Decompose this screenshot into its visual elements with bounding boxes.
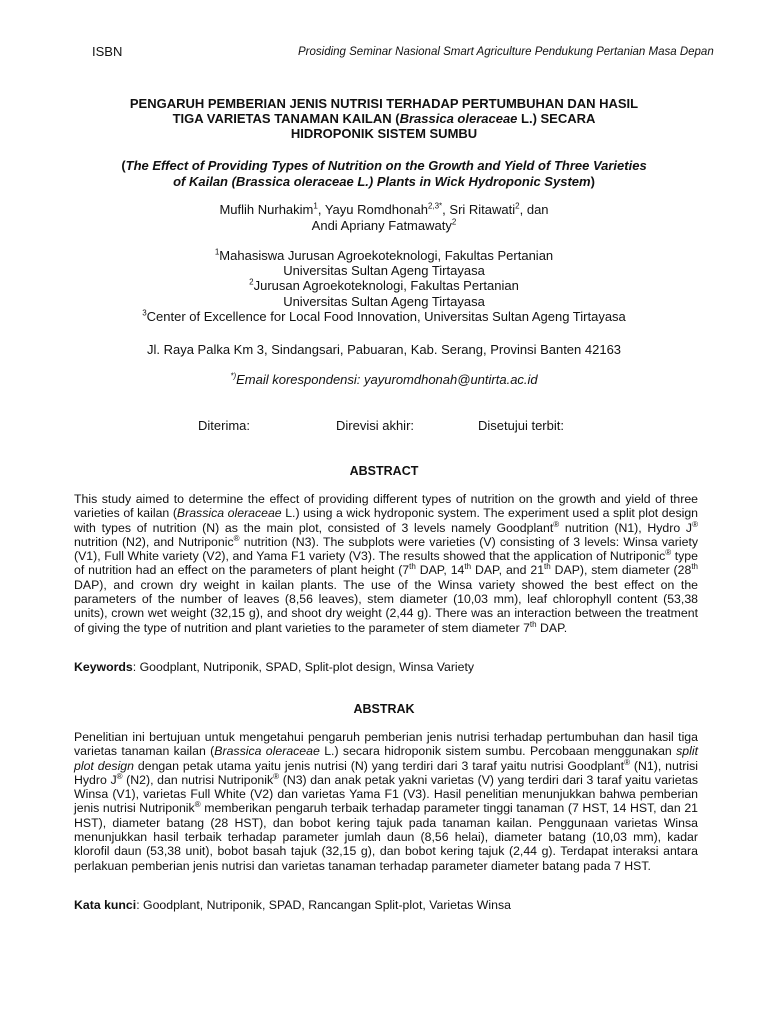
- ordinal-th: th: [464, 562, 472, 572]
- authors-line-2: [40, 218, 728, 234]
- author-sup: 2: [515, 201, 520, 211]
- author-sep: ,: [317, 202, 325, 217]
- author-name: Muflih Nurhakim: [219, 202, 314, 217]
- affiliation-3: [40, 309, 728, 324]
- running-header: [92, 44, 728, 66]
- author-sep: ,: [442, 202, 450, 217]
- title-species: Brassica oleraceae: [399, 111, 518, 126]
- author-sup: 1: [313, 201, 318, 211]
- abstract-text: nutrition (N1), Hydro J: [559, 520, 693, 535]
- author-sup: 2: [451, 217, 457, 227]
- abstract-heading: ABSTRACT: [349, 464, 419, 478]
- received-label: Diterima:: [198, 418, 251, 433]
- registered-mark: ®: [692, 519, 698, 529]
- abstract-text: L.) using a wick hydroponic system. The experiment used a split plot design with types of nutrition (N) as the main plot, consisted of 3 levels namely Goodplant: [74, 506, 698, 535]
- registered-mark: ®: [624, 757, 631, 767]
- english-title: [60, 158, 708, 190]
- title-text: TIGA VARIETAS TANAMAN KAILAN (: [172, 111, 400, 126]
- email-line: [40, 372, 728, 388]
- english-title-text: of Kailan (Brassica oleraceae L.) Plants in Wick Hydroponic System: [173, 174, 591, 189]
- authors-line-1: [40, 202, 728, 218]
- authors: [40, 202, 728, 234]
- abstrak-text: (N1), nutrisi Hydro J: [74, 758, 698, 787]
- isbn-label: ISBN: [92, 44, 123, 59]
- title-line-3: HIDROPONIK SISTEM SUMBU: [290, 126, 478, 141]
- affiliation-2-univ: Universitas Sultan Ageng Tirtayasa: [283, 293, 485, 309]
- species-name: Brassica oleraceae: [176, 506, 282, 521]
- abstract-text: DAP.: [536, 620, 568, 635]
- abstrak-text: L.) secara hidroponik sistem sumbu. Percobaan menggunakan: [319, 744, 677, 759]
- abstrak-text: (N3) dan anak petak yakni varietas (V) yang terdiri dari 3 taraf yaitu varietas Winsa (V1), varietas Full White (V2) dan varietas Yama F1 (V3). Hasil penelitian menunjukkan bahwa pemberian jenis nutrisi Nutriponik: [74, 772, 698, 816]
- registered-mark: ®: [116, 771, 123, 781]
- email-text: Email korespondensi: yayuromdhonah@untirta.ac.id: [236, 372, 538, 387]
- abstract-text: This study aimed to determine the effect of providing different types of nutrition on the growth and yield of three varieties of kailan (: [74, 492, 698, 521]
- author-name: Yayu Romdhonah: [324, 202, 428, 217]
- proceedings-title: Prosiding Seminar Nasional Smart Agriculture Pendukung Pertanian Masa Depan: [298, 46, 714, 58]
- registered-mark: ®: [553, 519, 560, 529]
- aff-text: Jurusan Agroekoteknologi, Fakultas Pertanian: [253, 278, 519, 294]
- keywords-label: Keywords: [74, 660, 133, 674]
- published-label: Disetujui terbit:: [478, 418, 564, 433]
- keywords: [74, 660, 698, 674]
- abstrak-heading: ABSTRAK: [353, 702, 415, 716]
- address: Jl. Raya Palka Km 3, Sindangsari, Pabuaran, Kab. Serang, Provinsi Banten 42163: [146, 342, 622, 357]
- registered-mark: ®: [273, 771, 280, 781]
- kata-kunci-label: Kata kunci: [74, 898, 137, 912]
- aff-sup: 2: [249, 278, 254, 288]
- author-name: Andi Apriany Fatmawaty: [311, 218, 452, 233]
- affiliation-1-univ: Universitas Sultan Ageng Tirtayasa: [283, 263, 485, 279]
- abstrak-text: dengan petak utama yaitu jenis nutrisi (N) yang terdiri dari 3 taraf yaitu nutrisi Goodplant: [133, 758, 625, 773]
- aff-text: Mahasiswa Jurusan Agroekoteknologi, Fakultas Pertanian: [219, 248, 554, 263]
- abstract-text: DAP), and crown dry weight in kailan plants. The use of the Winsa variety showed the best effect on the parameters of the number of leaves (8,56 leaves), stem diameter (10,03 mm), leaf chlorophyll content (53,38 units), crown wet weight (32,15 g), and shoot dry weight (2,44 g). There was an interaction between the treatment of giving the type of nutrition and plant varieties to the parameter of stem diameter 7: [74, 577, 698, 635]
- abstrak-text: Penelitian ini bertujuan untuk mengetahui pengaruh pemberian jenis nutrisi terhadap pertumbuhan dan hasil tiga varietas tanaman kailan (: [74, 730, 698, 759]
- email-sup: *): [230, 371, 237, 381]
- ordinal-th: th: [409, 562, 416, 572]
- english-title-line-1: (The Effect of Providing Types of Nutrition on the Growth and Yield of Three Varieties: [121, 158, 647, 173]
- aff-text: Center of Excellence for Local Food Innovation, Universitas Sultan Ageng Tirtayasa: [146, 308, 626, 324]
- registered-mark: ®: [233, 533, 240, 543]
- english-title-line-2: of Kailan (Brassica oleraceae L.) Plants in Wick Hydroponic System): [173, 174, 595, 189]
- abstract-text: nutrition (N2), and Nutriponic: [74, 534, 234, 549]
- title-text: L.) SECARA: [517, 111, 596, 126]
- registered-mark: ®: [665, 548, 672, 558]
- kata-kunci: [74, 898, 698, 912]
- species-name: Brassica oleraceae: [214, 744, 320, 759]
- author-sup: 2,3*: [427, 201, 443, 211]
- author-name: Sri Ritawati: [449, 202, 516, 217]
- ordinal-th: th: [544, 562, 551, 572]
- english-title-text: The Effect of Providing Types of Nutrition on the Growth and Yield of Three Varieties: [125, 158, 647, 173]
- kata-kunci-text: : Goodplant, Nutriponik, SPAD, Rancangan Split-plot, Varietas Winsa: [136, 898, 511, 912]
- title-line-1: PENGARUH PEMBERIAN JENIS NUTRISI TERHADAP PERTUMBUHAN DAN HASIL: [129, 96, 639, 111]
- aff-sup: 1: [214, 247, 220, 257]
- abstract-text: DAP, and 21: [471, 563, 545, 578]
- affiliation-1: [40, 248, 728, 263]
- abstrak-text: (N2), dan nutrisi Nutriponik: [122, 772, 274, 787]
- abstrak-text: memberikan pengaruh terbaik terhadap parameter tinggi tanaman (7 HST, 14 HST, dan 21 HST), diameter batang (28 HST), dan bobot kering tajuk pada tanaman kailan. Penggunaan varietas Winsa menunjukkan hasil terbaik terhadap parameter jumlah daun (8,56 helai), diameter batang (10,03 mm), kadar klorofil daun (53,38 unit), bobot basah tajuk (32,15 g), dan bobot kering tajuk (2,44 g). Terdapat interaksi antara perlakuan pemberian jenis nutrisi dan varietas tanaman terhadap parameter diameter batang pada 7 HST.: [74, 801, 699, 873]
- affiliation-2: [40, 278, 728, 293]
- abstract-text: DAP, 14: [415, 563, 465, 578]
- keywords-text: : Goodplant, Nutriponik, SPAD, Split-plot design, Winsa Variety: [132, 660, 475, 674]
- registered-mark: ®: [194, 800, 201, 810]
- ordinal-th: th: [529, 619, 537, 629]
- paper-title: [60, 96, 708, 141]
- title-line-2: [60, 111, 708, 126]
- split-plot-term: split plot design: [74, 744, 699, 773]
- author-sep: , dan: [519, 202, 549, 217]
- aff-sup: 3: [142, 308, 147, 318]
- abstract-text: type of nutrition had an effect on the parameters of plant height (7: [74, 549, 698, 578]
- ordinal-th: th: [691, 562, 698, 572]
- affiliations: [40, 248, 728, 324]
- abstract-text: DAP), stem diameter (28: [550, 563, 692, 578]
- abstract-text: nutrition (N3). The subplots were varieties (V) consisting of 3 levels: Winsa variety (V1), Full White variety (V2), and Yama F1 variety (V3). The results showed that the application of Nutriponic: [74, 534, 699, 564]
- revised-label: Direvisi akhir:: [336, 418, 415, 433]
- abstrak-paragraph: [74, 730, 698, 873]
- abstract-paragraph: [74, 492, 698, 635]
